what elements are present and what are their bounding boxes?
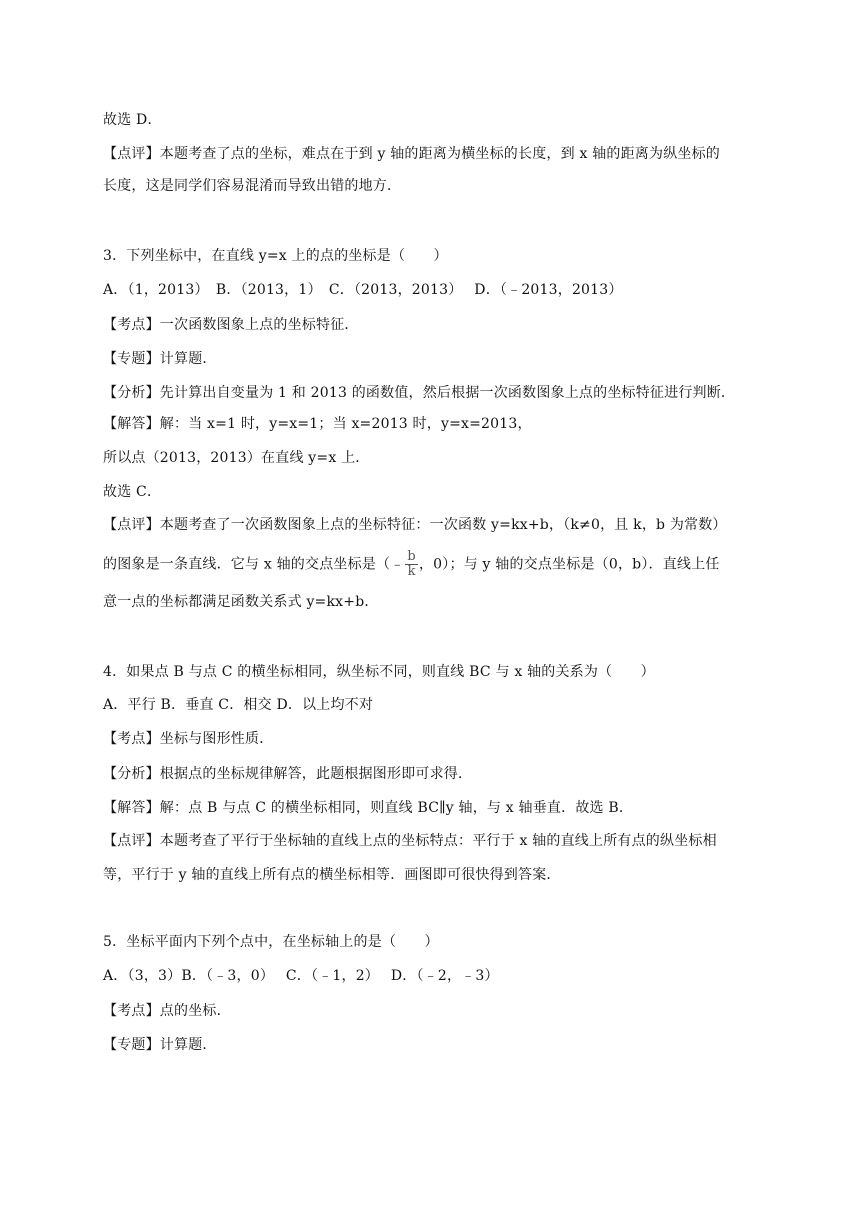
question-5-stem: 5．坐标平面内下列个点中，在坐标轴上的是（ ） [103, 934, 439, 950]
analysis-line: 【分析】根据点的坐标规律解答，此题根据图形即可求得． [103, 766, 473, 782]
answer-line: 故选 C． [103, 484, 162, 500]
comment-line: 等，平行于 y 轴的直线上所有点的横坐标相等．画图即可很快得到答案． [103, 867, 561, 883]
solution-line: 所以点（2013，2013）在直线 y=x 上． [103, 450, 370, 466]
analysis-line: 【分析】先计算出自变量为 1 和 2013 的函数值，然后根据一次函数图象上点的坐标特征进行判断． [103, 385, 736, 401]
comment-line: 【点评】本题考查了点的坐标，难点在于到 y 轴的距离为横坐标的长度，到 x 轴的距离为纵坐标的 [103, 146, 721, 162]
answer-line: 故选 D． [103, 112, 162, 128]
question-4-stem: 4．如果点 B 与点 C 的横坐标相同，纵坐标不同，则直线 BC 与 x 轴的关系为（ ） [103, 664, 655, 680]
fraction-b-over-k [405, 550, 418, 579]
knowledge-point: 【考点】坐标与图形性质． [103, 731, 274, 747]
comment-text: 的图象是一条直线．它与 x 轴的交点坐标是（﹣ [103, 556, 405, 573]
fraction-denominator: k [407, 564, 416, 579]
question-3-options: A．（1，2013） B．（2013，1） C．（2013，2013） D．（﹣2013，2013） [103, 282, 623, 298]
solution-line: 【解答】解：点 B 与点 C 的横坐标相同，则直线 BC∥y 轴，与 x 轴垂直．故选 B． [103, 800, 634, 816]
comment-line: 【点评】本题考查了平行于坐标轴的直线上点的坐标特点：平行于 x 轴的直线上所有点的纵坐标相 [103, 833, 717, 849]
comment-text: ，0）；与 y 轴的交点坐标是（0，b）．直线上任 [418, 556, 720, 573]
knowledge-point: 【考点】点的坐标． [103, 1003, 231, 1019]
comment-line: 【点评】本题考查了一次函数图象上点的坐标特征：一次函数 y=kx+b，（k≠0，且 k，b 为常数） [103, 517, 727, 533]
question-5-options: A．（3，3）B．（﹣3，0） C．（﹣1，2） D．（﹣2，﹣3） [103, 968, 499, 984]
comment-line: 长度，这是同学们容易混淆而导致出错的地方． [103, 178, 402, 194]
knowledge-point: 【考点】一次函数图象上点的坐标特征． [103, 317, 359, 333]
question-3-stem: 3．下列坐标中，在直线 y=x 上的点的坐标是（ ） [103, 248, 448, 264]
comment-line: 意一点的坐标都满足函数关系式 y=kx+b． [103, 594, 379, 610]
fraction-numerator: b [407, 549, 416, 564]
question-4-options: A．平行 B．垂直 C．相交 D．以上均不对 [103, 697, 374, 713]
solution-line: 【解答】解：当 x=1 时，y=x=1；当 x=2013 时，y=x=2013， [103, 416, 532, 432]
topic-line: 【专题】计算题． [103, 351, 217, 367]
comment-line-with-fraction [103, 550, 720, 579]
topic-line: 【专题】计算题． [103, 1037, 217, 1053]
